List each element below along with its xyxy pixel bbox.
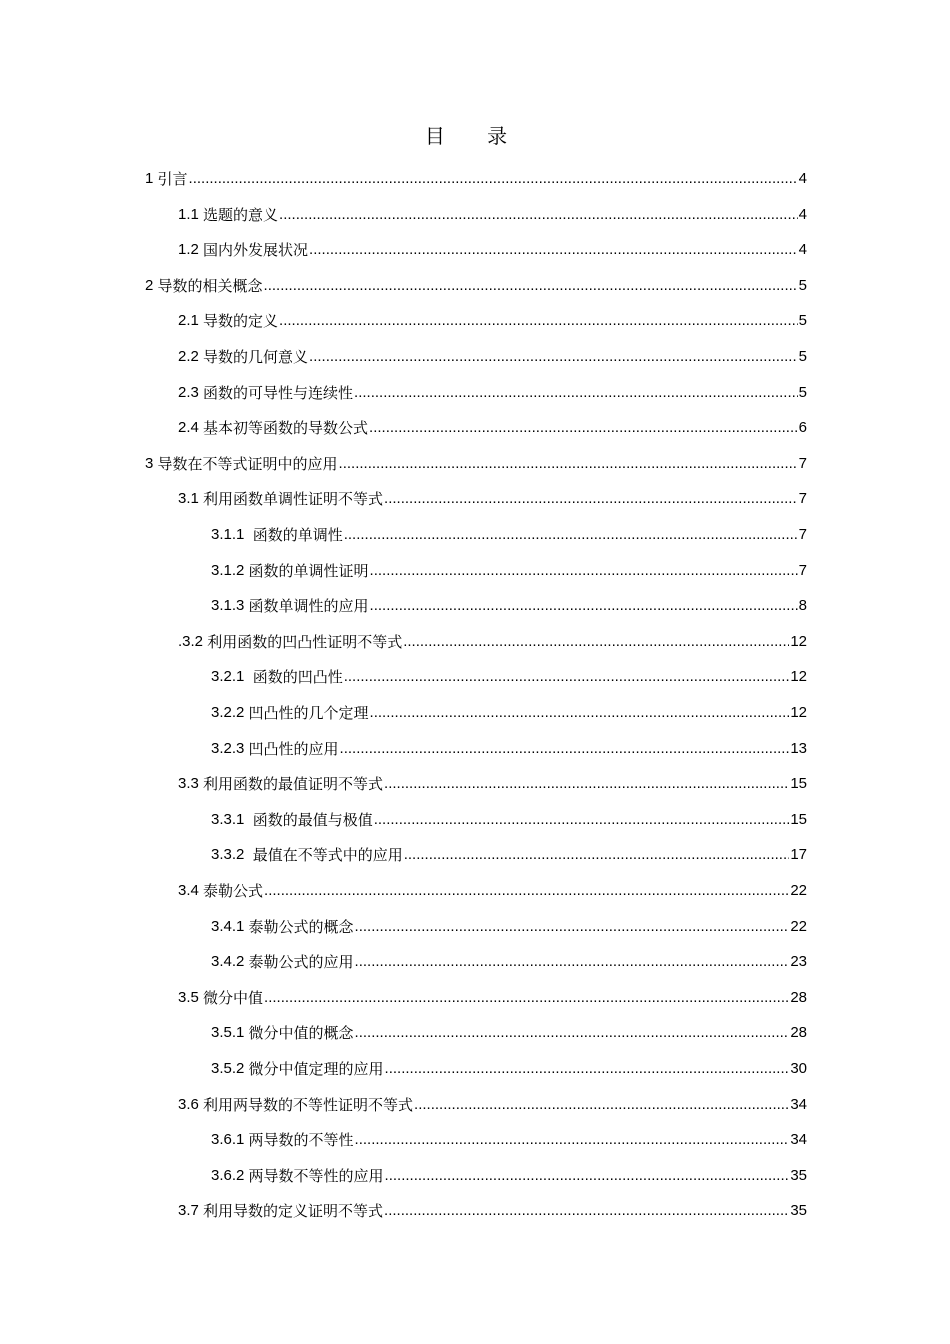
toc-entry-page: 22 (790, 917, 807, 935)
toc-entry-title: 函数的可导性与连续性 (203, 383, 354, 402)
toc-dot-leader (355, 918, 790, 936)
toc-dot-leader (369, 419, 798, 437)
toc-entry[interactable] (211, 514, 807, 544)
toc-entry-number: 3.6 (178, 1095, 204, 1113)
toc-entry-page: 28 (790, 988, 807, 1006)
toc-dot-leader (355, 953, 790, 971)
toc-entry-number: 3.4 (178, 882, 204, 899)
toc-entry-title: 泰勒公式的概念 (248, 917, 354, 936)
toc-entry-number: 3.6.2 (211, 1166, 249, 1184)
toc-entry[interactable] (211, 1048, 807, 1078)
toc-entry-number: 3.4.2 (211, 953, 249, 971)
toc-entry-number: 3.2.1 (211, 668, 253, 686)
toc-entry-page: 5 (798, 312, 807, 330)
toc-entry-page: 35 (790, 1202, 807, 1220)
toc-entry-title: 凹凸性的应用 (248, 739, 339, 758)
toc-entry-page: 15 (790, 775, 807, 793)
toc-entry-number: 1 (145, 170, 158, 187)
toc-entry-title: 两导数不等性的应用 (248, 1166, 384, 1185)
toc-entry-number: 3.6.1 (211, 1131, 249, 1149)
toc-entry-number: 2.3 (178, 383, 204, 401)
toc-entry-number: 3.5 (178, 988, 204, 1006)
toc-entry-number: 3.4.1 (211, 917, 249, 935)
toc-entry-title: 凹凸性的几个定理 (248, 704, 369, 722)
toc-dot-leader (384, 775, 789, 793)
toc-entry-number: 2.4 (178, 419, 204, 437)
toc-entry[interactable] (178, 300, 807, 330)
toc-entry-page: 12 (790, 668, 807, 686)
toc-entry[interactable] (211, 656, 807, 686)
toc-entry-title: 两导数的不等性 (248, 1131, 354, 1150)
toc-dot-leader (354, 384, 798, 402)
toc-entry-page: 34 (790, 1095, 807, 1113)
toc-dot-leader (403, 633, 789, 651)
toc-entry-title: 泰勒公式的应用 (248, 953, 354, 972)
toc-entry-title: 选题的意义 (203, 205, 279, 224)
toc-entry-page: 7 (798, 526, 807, 543)
toc-entry[interactable] (178, 870, 807, 900)
toc-entry-page: 4 (798, 170, 807, 187)
toc-entry-title: 利用两导数的不等性证明不等式 (203, 1095, 414, 1114)
toc-entry-number: 3.5.1 (211, 1024, 249, 1042)
toc-dot-leader (309, 241, 798, 259)
toc-entry[interactable] (211, 1012, 807, 1042)
toc-dot-leader (189, 170, 798, 188)
toc-entry-page: 7 (798, 490, 807, 508)
toc-entry[interactable] (145, 158, 807, 188)
toc-entry-title: 利用函数的凹凸性证明不等式 (207, 632, 403, 651)
toc-entry-title: 导数在不等式证明中的应用 (157, 454, 338, 473)
toc-entry[interactable] (211, 1119, 807, 1149)
toc-dot-leader (279, 312, 798, 330)
toc-entry-page: 15 (790, 810, 807, 828)
toc-dot-leader (355, 1024, 790, 1042)
toc-entry-title: 利用导数的定义证明不等式 (203, 1202, 384, 1221)
toc-entry-page: 22 (790, 882, 807, 899)
toc-entry[interactable] (211, 941, 807, 971)
toc-entry-title: 函数的最值与极值 (252, 810, 373, 829)
toc-entry-number: 3.1.1 (211, 526, 253, 543)
toc-dot-leader (404, 846, 790, 864)
toc-entry[interactable] (178, 763, 807, 793)
toc-entry-number: 3 (145, 454, 158, 472)
toc-entry[interactable] (178, 1084, 807, 1114)
toc-entry[interactable] (178, 621, 807, 651)
toc-entry[interactable] (178, 407, 807, 437)
toc-entry-page: 28 (790, 1024, 807, 1042)
toc-entry-page: 5 (798, 276, 807, 294)
toc-dot-leader (414, 1096, 789, 1114)
toc-entry-page: 8 (798, 597, 807, 615)
toc-entry-title: 导数的定义 (203, 312, 279, 331)
toc-entry-title: 微分中值的概念 (248, 1024, 354, 1043)
toc-entry-number: 2 (145, 276, 158, 294)
toc-entry-page: 30 (790, 1060, 807, 1077)
toc-entry-number: 3.1 (178, 490, 204, 508)
toc-entry[interactable] (211, 585, 807, 615)
toc-entry-page: 7 (798, 561, 807, 579)
toc-dot-leader (344, 668, 790, 686)
toc-entry[interactable] (178, 478, 807, 508)
toc-entry-number: 3.2.3 (211, 739, 249, 757)
toc-dot-leader (384, 1202, 789, 1220)
toc-entry-page: 17 (790, 846, 807, 864)
toc-entry-page: 13 (790, 739, 807, 757)
toc-entry-page: 5 (798, 348, 807, 365)
toc-entry-page: 4 (798, 205, 807, 223)
toc-dot-leader (355, 1131, 790, 1149)
toc-entry-page: 23 (790, 953, 807, 971)
toc-entry[interactable] (178, 229, 807, 259)
toc-entry-page: 5 (798, 383, 807, 401)
toc-dot-leader (370, 597, 798, 615)
toc-entry[interactable] (211, 834, 807, 864)
toc-entry-title: 利用函数的最值证明不等式 (203, 775, 384, 794)
toc-dot-leader (309, 348, 798, 366)
toc-entry-number: 2.2 (178, 348, 204, 365)
toc-dot-leader (370, 704, 790, 722)
toc-entry-title: 利用函数单调性证明不等式 (203, 490, 384, 509)
toc-dot-leader (339, 455, 798, 473)
toc-entry-title: 函数的凹凸性 (252, 668, 343, 687)
toc-entry-number: 1.2 (178, 241, 204, 259)
toc-entry[interactable] (211, 728, 807, 758)
toc-entry[interactable] (145, 265, 807, 295)
toc-entry-page: 4 (798, 241, 807, 259)
toc-entry-title: 微分中值 (203, 988, 264, 1007)
toc-entry-page: 6 (798, 419, 807, 437)
toc-entry[interactable] (178, 372, 807, 402)
toc-entry-number: 2.1 (178, 312, 204, 330)
toc-entry-title: 国内外发展状况 (203, 241, 309, 260)
toc-entry[interactable] (211, 906, 807, 936)
toc-entry-title: 导数的相关概念 (157, 276, 263, 295)
toc-entry[interactable] (145, 443, 807, 473)
toc-dot-leader (370, 562, 798, 580)
toc-entry-number: 3.5.2 (211, 1060, 249, 1077)
toc-entry-number: 3.7 (178, 1202, 204, 1220)
toc-dot-leader (344, 526, 798, 544)
toc-entry-number: 3.3 (178, 775, 204, 793)
toc-entry-page: 12 (790, 704, 807, 721)
toc-entry[interactable] (211, 692, 807, 722)
toc-dot-leader (264, 989, 789, 1007)
toc-entry-number: 3.1.2 (211, 561, 249, 579)
toc-entry-number: 3.1.3 (211, 597, 249, 615)
toc-entry-number: 1.1 (178, 205, 204, 223)
toc-entry-title: 基本初等函数的导数公式 (203, 419, 369, 438)
toc-entry-title: 泰勒公式 (203, 882, 264, 900)
toc-entry-title: 函数的单调性证明 (248, 561, 369, 580)
toc-entry[interactable] (211, 1155, 807, 1185)
toc-entry[interactable] (211, 799, 807, 829)
toc-entry-number: 3.3.2 (211, 846, 253, 864)
toc-dot-leader (279, 206, 798, 224)
toc-entry[interactable] (211, 550, 807, 580)
toc-entry-title: 函数单调性的应用 (248, 597, 369, 616)
toc-dot-leader (264, 277, 798, 295)
toc-entry[interactable] (178, 977, 807, 1007)
toc-dot-leader (385, 1060, 790, 1078)
toc-entry-title: 最值在不等式中的应用 (252, 846, 403, 865)
toc-entry[interactable] (178, 194, 807, 224)
toc-dot-leader (264, 882, 789, 900)
toc-entry-title: 导数的几何意义 (203, 348, 309, 366)
toc-entry-number: .3.2 (178, 632, 208, 650)
toc-entry[interactable] (178, 1190, 807, 1220)
toc-entry-title: 引言 (157, 170, 188, 188)
toc-dot-leader (374, 811, 790, 829)
toc-entry-page: 35 (790, 1166, 807, 1184)
toc-entry[interactable] (178, 336, 807, 366)
toc-entry-title: 微分中值定理的应用 (248, 1060, 384, 1078)
toc-entry-number: 3.2.2 (211, 704, 249, 721)
toc-entry-title: 函数的单调性 (252, 526, 343, 544)
toc-entry-number: 3.3.1 (211, 810, 253, 828)
toc-dot-leader (340, 740, 790, 758)
toc-entry-page: 34 (790, 1131, 807, 1149)
toc-entry-page: 12 (790, 632, 807, 650)
toc-entry-page: 7 (798, 454, 807, 472)
toc-dot-leader (385, 1167, 790, 1185)
page-title: 目 录 (424, 124, 526, 148)
toc-dot-leader (384, 490, 798, 508)
